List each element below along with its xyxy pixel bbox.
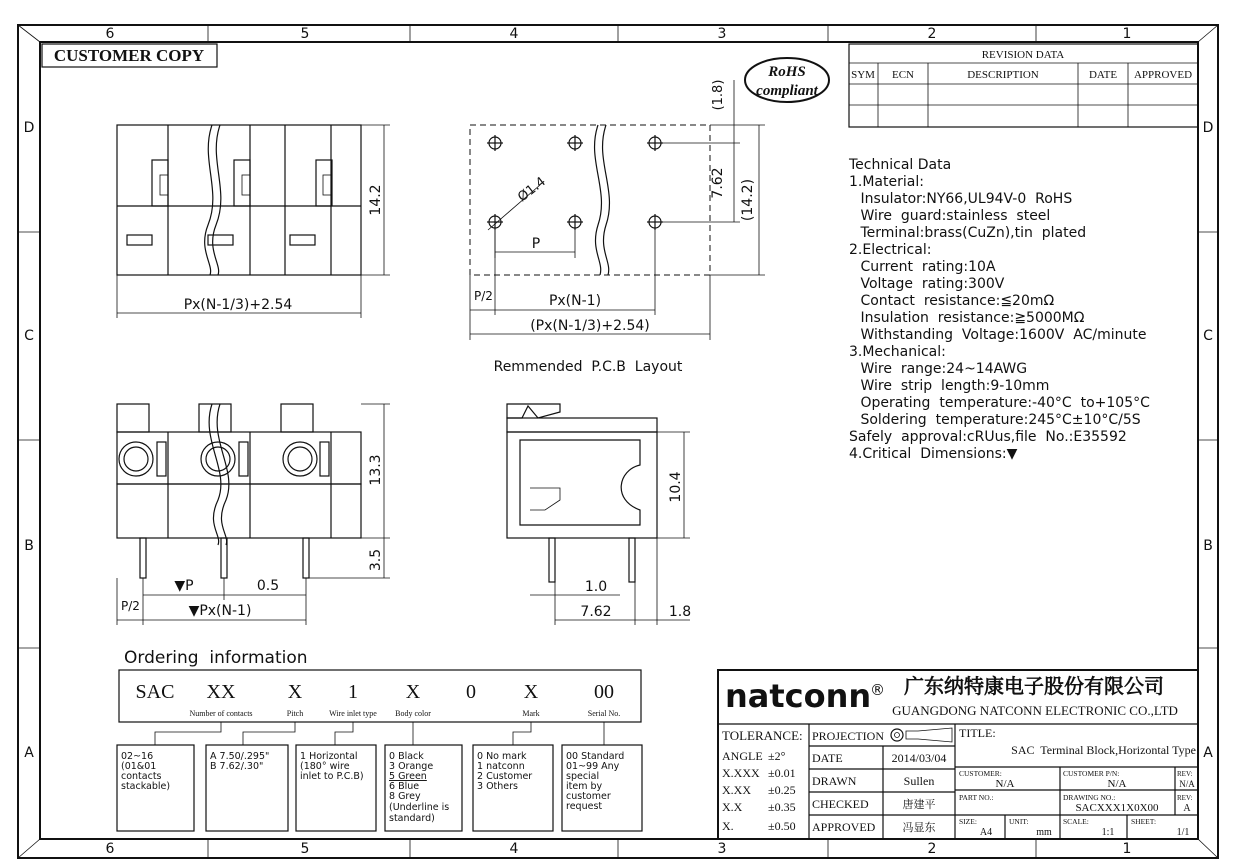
revision-title: REVISION DATA <box>981 49 1065 61</box>
part-no-label: PART NO.: <box>959 793 994 802</box>
zone-col-5-top: 5 <box>300 26 310 42</box>
customer-value: N/A <box>995 778 1015 790</box>
order-sub-mark: Mark <box>522 709 540 718</box>
zone-col-1-bottom: 1 <box>1122 841 1132 857</box>
sheet-value: 1/1 <box>1176 827 1190 838</box>
tech-line: Wire strip length:9-10mm <box>856 378 1050 394</box>
drawing-no-value: SACXXX1X0X00 <box>1075 802 1159 814</box>
rev-label-bottom: REV: <box>1177 794 1193 802</box>
front-p-dim: ▼P <box>174 578 194 594</box>
order-box5-line: 1 natconn <box>477 761 525 772</box>
side-10-dim: 1.0 <box>584 579 608 595</box>
zone-row-c-right: C <box>1203 328 1213 344</box>
tech-line: Terminal:brass(CuZn),tin plated <box>856 225 1087 241</box>
order-box6-line: 01~99 Any <box>566 761 620 772</box>
tol-xx-value: ±0.25 <box>768 783 796 797</box>
front-05-dim: 0.5 <box>256 578 280 594</box>
order-box4-line: (Underline is <box>389 802 450 813</box>
order-code-pitch: X <box>287 681 303 703</box>
order-box6-line: item by <box>566 781 603 792</box>
order-sub-pitch: Pitch <box>286 709 304 718</box>
brand-logo: natconn <box>725 677 872 715</box>
front-133-dim: 13.3 <box>368 454 384 486</box>
order-box6-line: request <box>566 801 603 812</box>
order-box1-line: 02~16 <box>121 751 154 762</box>
zone-col-2-bottom: 2 <box>927 841 937 857</box>
rohs-line1: RoHS <box>768 64 806 80</box>
date-value: 2014/03/04 <box>891 751 947 765</box>
zone-col-6-top: 6 <box>105 26 115 42</box>
zone-col-5-bottom: 5 <box>300 841 310 857</box>
zone-row-a-right: A <box>1203 745 1213 761</box>
zone-col-3-top: 3 <box>717 26 727 42</box>
pcb-pitch-dim: P <box>531 236 541 252</box>
zone-row-c-left: C <box>24 328 34 344</box>
pcb-pn1-dim: Px(N-1) <box>548 293 602 309</box>
side-104-dim: 10.4 <box>668 471 684 503</box>
approved-label: APPROVED <box>812 820 876 834</box>
order-sub-color: Body color <box>395 709 431 718</box>
drawn-label: DRAWN <box>812 774 857 788</box>
front-p2-dim: P/2 <box>121 599 140 613</box>
tol-xxx-label: X.XXX <box>722 766 760 780</box>
company-chinese: 广东纳特康电子股份有限公司 <box>904 674 1164 698</box>
zone-col-6-bottom: 6 <box>105 841 115 857</box>
zone-col-4-top: 4 <box>509 26 519 42</box>
checked-value: 唐建平 <box>902 798 936 811</box>
title-value: SAC Terminal Block,Horizontal Type <box>1011 743 1196 757</box>
tech-line: Current rating:10A <box>856 259 996 275</box>
rev-value-bottom: A <box>1183 803 1191 814</box>
order-code-sac: SAC <box>135 681 175 703</box>
order-box5-line: 3 Others <box>477 781 518 792</box>
rev-header-description: DESCRIPTION <box>967 69 1039 81</box>
tech-line: 1.Material: <box>849 174 924 190</box>
size-value: A4 <box>979 827 993 838</box>
order-box4-line: 6 Blue <box>389 781 420 792</box>
tech-line: Soldering temperature:245°C±10°C/5S <box>856 412 1141 428</box>
order-box6-line: customer <box>566 791 611 802</box>
top-width-dim: Px(N-1/3)+2.54 <box>183 297 293 313</box>
tol-angle-label: ANGLE <box>722 749 763 763</box>
zone-row-b-left: B <box>24 538 34 554</box>
order-sub-wire: Wire inlet type <box>329 709 377 718</box>
order-box2-line: B 7.62/.30" <box>210 761 264 772</box>
company-english: GUANGDONG NATCONN ELECTRONIC CO.,LTD <box>892 703 1178 718</box>
rev-header-date: DATE <box>1088 69 1118 81</box>
customer-copy-label: CUSTOMER COPY <box>53 46 205 65</box>
order-box6-line: special <box>566 771 600 782</box>
side-762-dim: 7.62 <box>580 604 612 620</box>
unit-label: UNIT: <box>1009 817 1029 826</box>
pcb-total-dim: (Px(N-1/3)+2.54) <box>530 318 650 334</box>
zone-col-1-top: 1 <box>1122 26 1132 42</box>
brand-reg: ® <box>870 681 885 699</box>
front-pn1-dim: ▼Px(N-1) <box>188 603 252 619</box>
zone-col-3-bottom: 3 <box>717 841 727 857</box>
customer-pn-label: CUSTOMER P/N: <box>1063 769 1120 778</box>
order-box4-line: standard) <box>389 813 435 824</box>
pcb-p2-dim: P/2 <box>474 289 493 303</box>
zone-row-a-left: A <box>24 745 34 761</box>
rev-value-top: N/A <box>1179 779 1195 789</box>
tolerance-label: TOLERANCE: <box>722 728 803 743</box>
order-box3-line: (180° wire <box>300 761 350 772</box>
rev-label-top: REV: <box>1177 770 1193 778</box>
tech-line: 2.Electrical: <box>849 242 932 258</box>
order-box1-line: (01&01 <box>121 761 157 772</box>
order-code-color: X <box>405 681 421 703</box>
tol-int-label: X. <box>722 819 734 833</box>
order-box4-line: 8 Grey <box>389 791 421 802</box>
rev-header-approved: APPROVED <box>1133 69 1193 81</box>
pcb-layout-label: Remmended P.C.B Layout <box>493 359 683 375</box>
title-label: TITLE: <box>959 726 996 740</box>
tech-line: Operating temperature:-40°C to+105°C <box>856 395 1150 411</box>
zone-row-d-left: D <box>23 120 35 136</box>
order-box2-line: A 7.50/.295" <box>210 751 270 762</box>
tol-xx-label: X.XX <box>722 783 751 797</box>
front-35-dim: 3.5 <box>368 548 384 572</box>
tech-line: Insulator:NY66,UL94V-0 RoHS <box>856 191 1073 207</box>
order-box1-line: contacts <box>121 771 162 782</box>
customer-label: CUSTOMER: <box>959 769 1002 778</box>
order-code-wire: 1 <box>348 681 358 703</box>
tol-xxx-value: ±0.01 <box>768 766 796 780</box>
rev-header-sym: SYM <box>851 69 875 81</box>
order-box3-line: inlet to P.C.B) <box>300 771 364 782</box>
size-label: SIZE: <box>959 817 977 826</box>
pcb-hole-dim: Ø1.4 <box>515 174 549 206</box>
zone-col-4-bottom: 4 <box>509 841 519 857</box>
tech-line: 4.Critical Dimensions:▼ <box>849 446 1018 462</box>
order-box5-line: 0 No mark <box>477 751 527 762</box>
top-height-dim: 14.2 <box>368 184 384 216</box>
zone-row-b-right: B <box>1203 538 1213 554</box>
tol-int-value: ±0.50 <box>768 819 796 833</box>
order-sub-serial: Serial No. <box>587 709 621 718</box>
order-code-serial: 00 <box>594 681 614 703</box>
order-box6-line: 00 Standard <box>566 751 625 762</box>
tech-line: Contact resistance:≦20mΩ <box>856 293 1055 309</box>
order-code-contacts: XX <box>206 681 236 703</box>
order-box4-line: 5 Green <box>389 771 427 782</box>
drawing-no-label: DRAWING NO.: <box>1063 793 1116 802</box>
order-code-zero: 0 <box>466 681 476 703</box>
tech-line: Withstanding Voltage:1600V AC/minute <box>856 327 1147 343</box>
order-box4-line: 3 Orange <box>389 761 434 772</box>
rev-header-ecn: ECN <box>892 69 914 81</box>
tech-line: Wire guard:stainless steel <box>856 208 1051 224</box>
zone-row-d-right: D <box>1202 120 1214 136</box>
approved-value: 冯显东 <box>902 821 936 834</box>
projection-label: PROJECTION <box>812 729 885 743</box>
order-box1-line: stackable) <box>121 781 171 792</box>
zone-col-2-top: 2 <box>927 26 937 42</box>
sheet-label: SHEET: <box>1131 817 1157 826</box>
scale-value: 1:1 <box>1101 827 1115 838</box>
pcb-142-dim: (14.2) <box>740 178 756 222</box>
order-box5-line: 2 Customer <box>477 771 533 782</box>
checked-label: CHECKED <box>812 797 869 811</box>
tech-line: Safely approval:cRUus,file No.:E35592 <box>849 429 1127 445</box>
tech-line: Wire range:24~14AWG <box>856 361 1028 377</box>
order-box4-line: 0 Black <box>389 751 424 762</box>
tol-x-label: X.X <box>722 800 743 814</box>
pcb-762-dim: 7.62 <box>710 167 726 199</box>
tol-x-value: ±0.35 <box>768 800 796 814</box>
side-18-dim: 1.8 <box>668 604 692 620</box>
tol-angle-value: ±2° <box>768 749 786 763</box>
tech-line: Insulation resistance:≧5000MΩ <box>856 310 1085 326</box>
order-code-mark: X <box>523 681 539 703</box>
ordering-title: Ordering information <box>124 648 308 668</box>
pcb-18-dim: (1.8) <box>711 79 726 111</box>
tech-line: Voltage rating:300V <box>856 276 1005 292</box>
tech-line: Technical Data <box>849 157 952 173</box>
unit-value: mm <box>1036 827 1052 838</box>
order-box3-line: 1 Horizontal <box>300 751 358 762</box>
rohs-line2: compliant <box>756 83 818 99</box>
scale-label: SCALE: <box>1063 817 1089 826</box>
order-sub-contacts: Number of contacts <box>189 709 253 718</box>
tech-line: 3.Mechanical: <box>849 344 946 360</box>
date-label: DATE <box>812 751 843 765</box>
customer-pn-value: N/A <box>1107 778 1127 790</box>
drawn-value: Sullen <box>903 774 935 788</box>
